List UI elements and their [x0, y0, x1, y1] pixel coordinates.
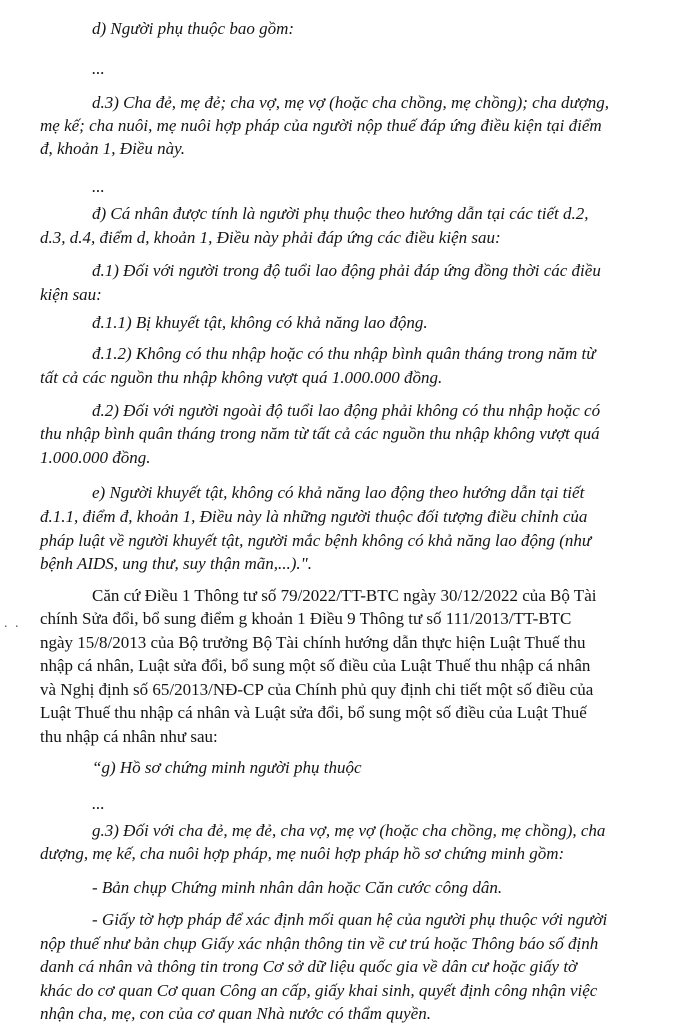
- line: d.3) Cha đẻ, mẹ đẻ; cha vợ, mẹ vợ (hoặc cha chồng, mẹ chồng); cha dượng,: [92, 93, 610, 112]
- line: đ.1.2) Không có thu nhập hoặc có thu nhập bình quân tháng trong năm từ: [92, 344, 596, 363]
- line: đ.2) Đối với người ngoài độ tuổi lao động phải không có thu nhập hoặc có: [92, 401, 601, 420]
- line: khác do cơ quan Cơ quan Công an cấp, giấy khai sinh, quyết định công nhận việc: [40, 981, 598, 1000]
- line: ngày 15/8/2013 của Bộ trưởng Bộ Tài chính hướng dẫn thực hiện Luật Thuế thu: [40, 633, 586, 652]
- line: nhập cá nhân, Luật sửa đổi, bổ sung một số điều của Luật Thuế thu nhập cá nhân: [40, 656, 591, 675]
- line: pháp luật về người khuyết tật, người mắc bệnh không có khả năng lao động (như: [40, 531, 592, 550]
- line: đ, khoản 1, Điều này.: [40, 139, 185, 158]
- line: - Giấy tờ hợp pháp để xác định mối quan hệ của người phụ thuộc với người: [92, 910, 608, 929]
- line: g.3) Đối với cha đẻ, mẹ đẻ, cha vợ, mẹ vợ (hoặc cha chồng, mẹ chồng), cha: [92, 821, 606, 840]
- line: ...: [92, 177, 105, 196]
- line: bệnh AIDS, ung thư, suy thận mãn,...).".: [40, 554, 313, 573]
- line: đ.1.1, điểm đ, khoản 1, Điều này là những người thuộc đối tượng điều chỉnh của: [40, 507, 588, 526]
- line: Luật Thuế thu nhập cá nhân và Luật sửa đổi, bổ sung một số điều của Luật Thuế: [40, 703, 587, 722]
- line: ...: [92, 794, 105, 813]
- line: mẹ kế; cha nuôi, mẹ nuôi hợp pháp của người nộp thuế đáp ứng điều kiện tại điểm: [40, 116, 602, 135]
- line: nhận cha, mẹ, con của cơ quan Nhà nước có thẩm quyền.: [40, 1004, 431, 1023]
- line: - Bản chụp Chứng minh nhân dân hoặc Căn cước công dân.: [92, 878, 503, 897]
- line: kiện sau:: [40, 285, 102, 304]
- line: đ.1) Đối với người trong độ tuổi lao động phải đáp ứng đồng thời các điều: [92, 261, 601, 280]
- line: đ) Cá nhân được tính là người phụ thuộc theo hướng dẫn tại các tiết d.2,: [92, 204, 589, 223]
- line: d) Người phụ thuộc bao gồm:: [92, 19, 295, 38]
- margin-mark: . .: [4, 616, 21, 631]
- line: 1.000.000 đồng.: [40, 448, 151, 467]
- line: và Nghị định số 65/2013/NĐ-CP của Chính phủ quy định chi tiết một số điều của: [40, 680, 594, 699]
- line: thu nhập cá nhân như sau:: [40, 727, 218, 746]
- line: “g) Hồ sơ chứng minh người phụ thuộc: [92, 758, 362, 777]
- line: thu nhập bình quân tháng trong năm từ tất cả các nguồn thu nhập không vượt quá: [40, 424, 600, 443]
- line: tất cả các nguồn thu nhập không vượt quá 1.000.000 đồng.: [40, 368, 443, 387]
- line: e) Người khuyết tật, không có khả năng lao động theo hướng dẫn tại tiết: [92, 483, 585, 502]
- line: dượng, mẹ kế, cha nuôi hợp pháp, mẹ nuôi hợp pháp hồ sơ chứng minh gồm:: [40, 844, 565, 863]
- line: chính Sửa đổi, bổ sung điểm g khoản 1 Điều 9 Thông tư số 111/2013/TT-BTC: [40, 609, 572, 628]
- line: nộp thuế như bản chụp Giấy xác nhận thông tin về cư trú hoặc Thông báo số định: [40, 934, 599, 953]
- line: d.3, d.4, điểm d, khoản 1, Điều này phải đáp ứng các điều kiện sau:: [40, 228, 501, 247]
- line: danh cá nhân và thông tin trong Cơ sở dữ liệu quốc gia về dân cư hoặc giấy tờ: [40, 957, 578, 976]
- line: Căn cứ Điều 1 Thông tư số 79/2022/TT-BTC ngày 30/12/2022 của Bộ Tài: [92, 586, 597, 605]
- line: ...: [92, 59, 105, 78]
- line: đ.1.1) Bị khuyết tật, không có khả năng lao động.: [92, 313, 428, 332]
